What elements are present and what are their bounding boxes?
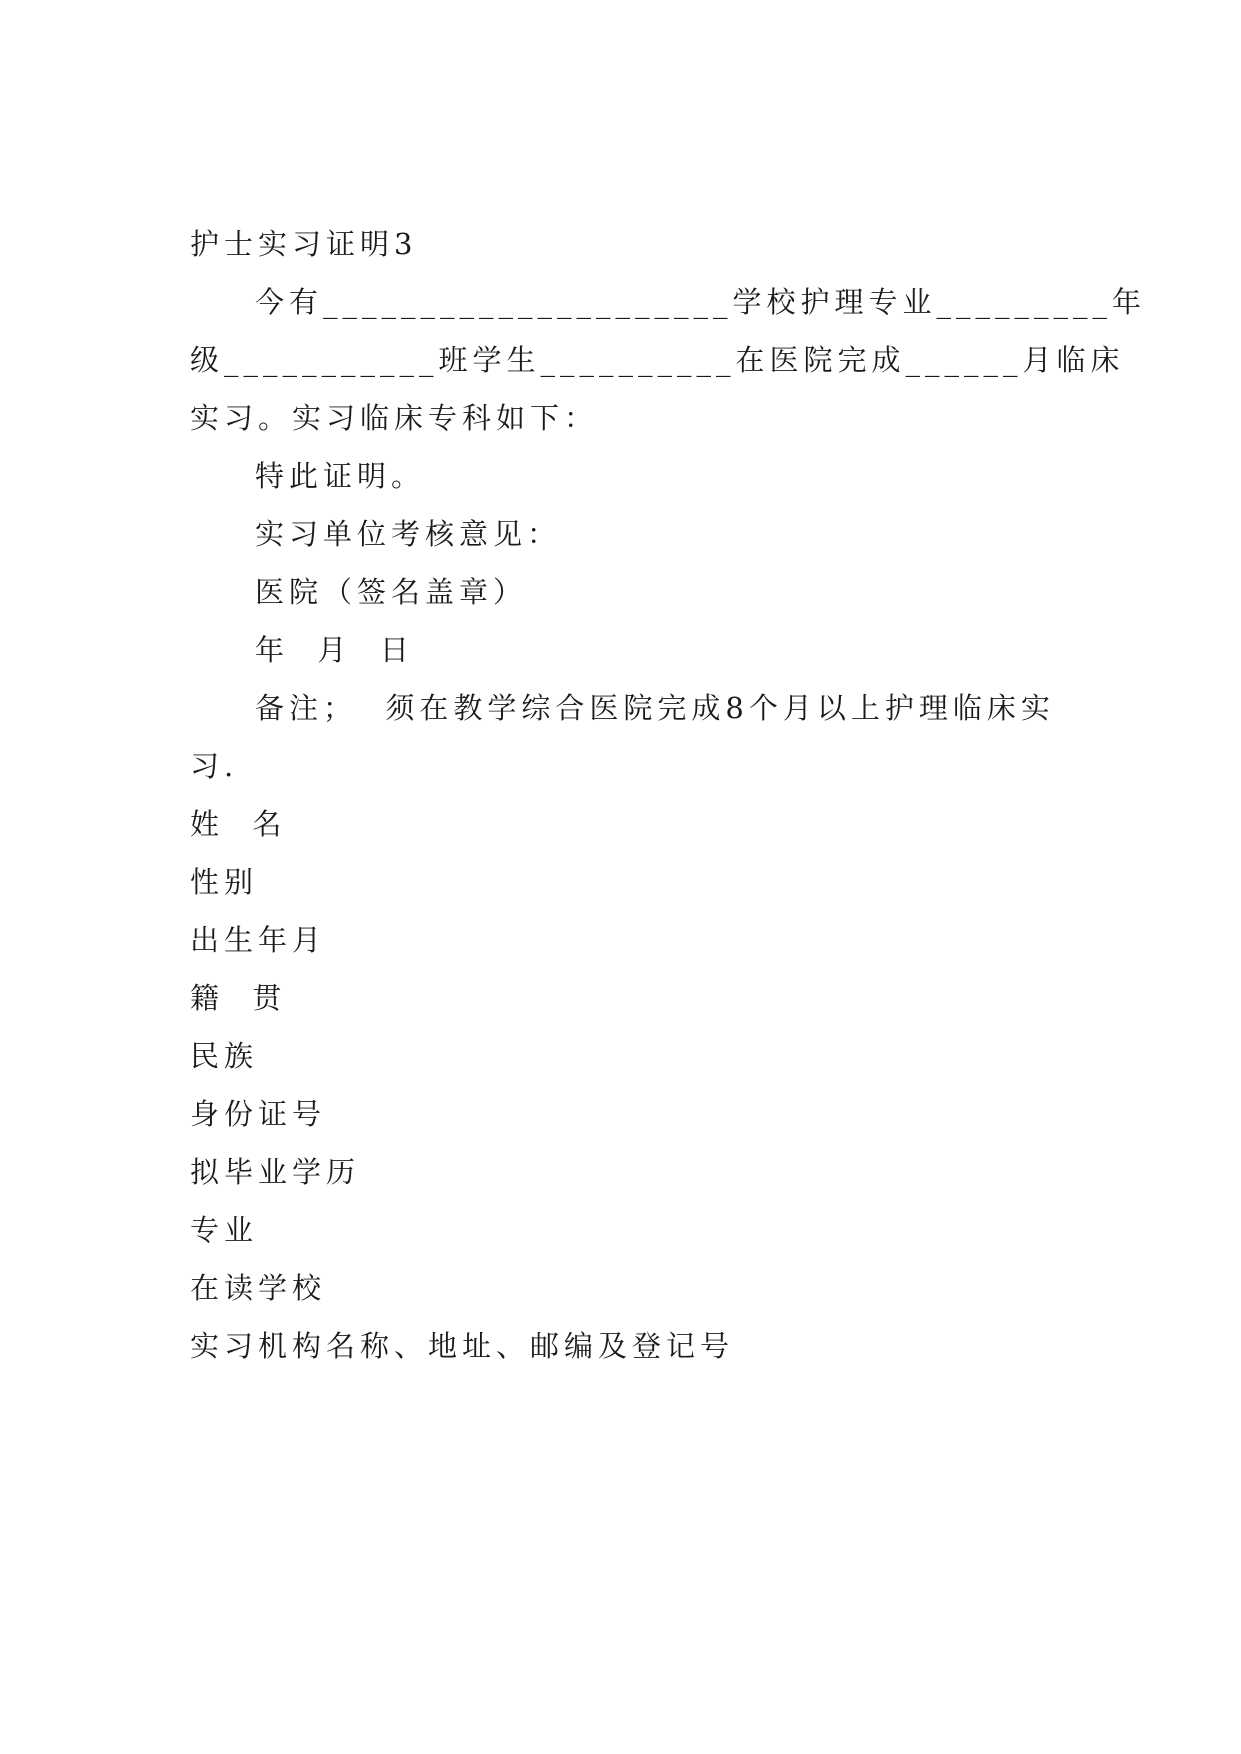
field-name-label: 姓 名 — [190, 807, 287, 841]
field-major-label: 专业 — [190, 1213, 259, 1247]
field-ethnicity-label: 民族 — [190, 1039, 259, 1073]
note-line-1: 备注； 须在教学综合医院完成8个月以上护理临床实 — [255, 691, 1055, 725]
field-school-label: 在读学校 — [190, 1271, 327, 1305]
field-origin-label: 籍 贯 — [190, 981, 287, 1015]
hospital-signature-label: 医院（签名盖章） — [255, 575, 528, 609]
date-line: 年 月 日 — [255, 633, 414, 667]
paragraph-line-1: 今有_____________________学校护理专业_________年 — [255, 285, 1147, 319]
document-title: 护士实习证明3 — [190, 227, 418, 261]
field-degree-label: 拟毕业学历 — [190, 1155, 361, 1189]
field-institution-label: 实习机构名称、地址、邮编及登记号 — [190, 1329, 735, 1363]
field-id-number-label: 身份证号 — [190, 1097, 327, 1131]
note-line-2: 习. — [190, 749, 239, 783]
paragraph-line-2: 级___________班学生__________在医院完成______月临床 — [190, 343, 1125, 377]
certify-text: 特此证明。 — [255, 459, 426, 493]
assessment-label: 实习单位考核意见： — [255, 517, 562, 551]
field-birth-label: 出生年月 — [190, 923, 327, 957]
paragraph-line-3: 实习。实习临床专科如下： — [190, 401, 599, 435]
field-gender-label: 性别 — [190, 865, 259, 899]
